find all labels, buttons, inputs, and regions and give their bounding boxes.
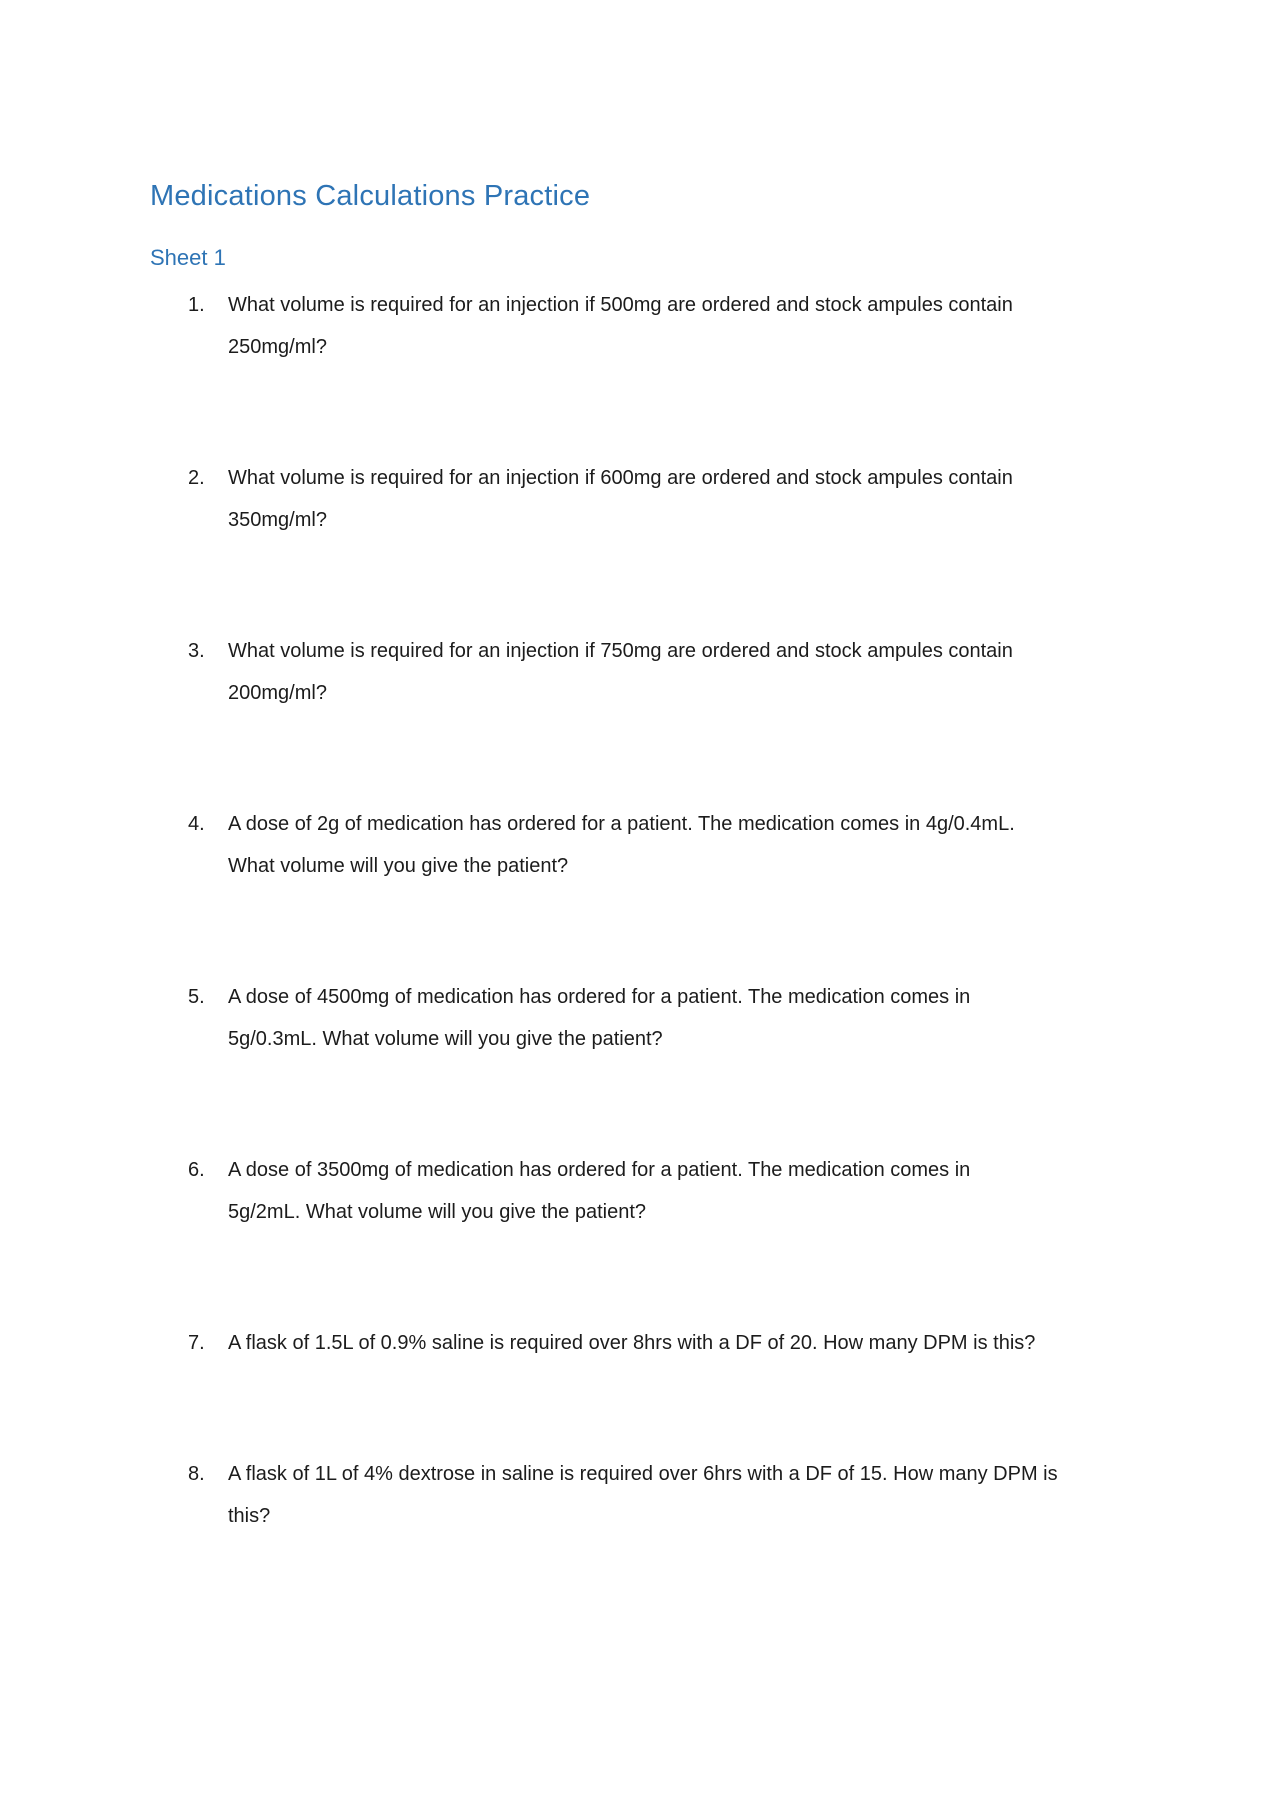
question-line: What volume will you give the patient?	[228, 854, 569, 877]
question-line: A dose of 3500mg of medication has ordered for a patient. The medication comes in	[228, 1158, 971, 1181]
question-line: A flask of 1L of 4% dextrose in saline is required over 6hrs with a DF of 15. How many DPM is	[228, 1462, 1058, 1485]
question-line: A flask of 1.5L of 0.9% saline is required over 8hrs with a DF of 20. How many DPM is this?	[228, 1331, 1036, 1354]
question-list	[150, 284, 1170, 1537]
question-text	[228, 1322, 1170, 1364]
question-item	[150, 457, 1170, 541]
question-text	[228, 1149, 1170, 1233]
question-number: 2.	[188, 466, 205, 489]
question-text	[228, 630, 1170, 714]
question-text	[228, 803, 1170, 887]
question-text	[228, 1453, 1170, 1537]
question-line: What volume is required for an injection if 750mg are ordered and stock ampules contain	[228, 639, 1013, 662]
question-line: 250mg/ml?	[228, 335, 327, 358]
question-number: 5.	[188, 985, 205, 1008]
question-text	[228, 284, 1170, 368]
question-number: 7.	[188, 1331, 205, 1354]
question-item	[150, 1453, 1170, 1537]
question-number: 6.	[188, 1158, 205, 1181]
question-item	[150, 976, 1170, 1060]
question-item	[150, 1322, 1170, 1364]
question-number: 8.	[188, 1462, 205, 1485]
question-line: A dose of 4500mg of medication has ordered for a patient. The medication comes in	[228, 985, 971, 1008]
question-text	[228, 457, 1170, 541]
question-line: 200mg/ml?	[228, 681, 327, 704]
question-line: What volume is required for an injection if 500mg are ordered and stock ampules contain	[228, 293, 1013, 316]
question-number: 1.	[188, 293, 205, 316]
question-line: this?	[228, 1504, 271, 1527]
question-item	[150, 1149, 1170, 1233]
sheet-heading: Sheet 1	[150, 245, 226, 271]
question-item	[150, 630, 1170, 714]
question-line: 350mg/ml?	[228, 508, 327, 531]
page-title: Medications Calculations Practice	[150, 180, 591, 212]
question-number: 3.	[188, 639, 205, 662]
question-number: 4.	[188, 812, 205, 835]
question-line: 5g/2mL. What volume will you give the patient?	[228, 1200, 646, 1223]
question-item	[150, 284, 1170, 368]
question-text	[228, 976, 1170, 1060]
question-line: A dose of 2g of medication has ordered for a patient. The medication comes in 4g/0.4mL.	[228, 812, 1015, 835]
question-item	[150, 803, 1170, 887]
question-line: 5g/0.3mL. What volume will you give the patient?	[228, 1027, 663, 1050]
question-line: What volume is required for an injection if 600mg are ordered and stock ampules contain	[228, 466, 1013, 489]
